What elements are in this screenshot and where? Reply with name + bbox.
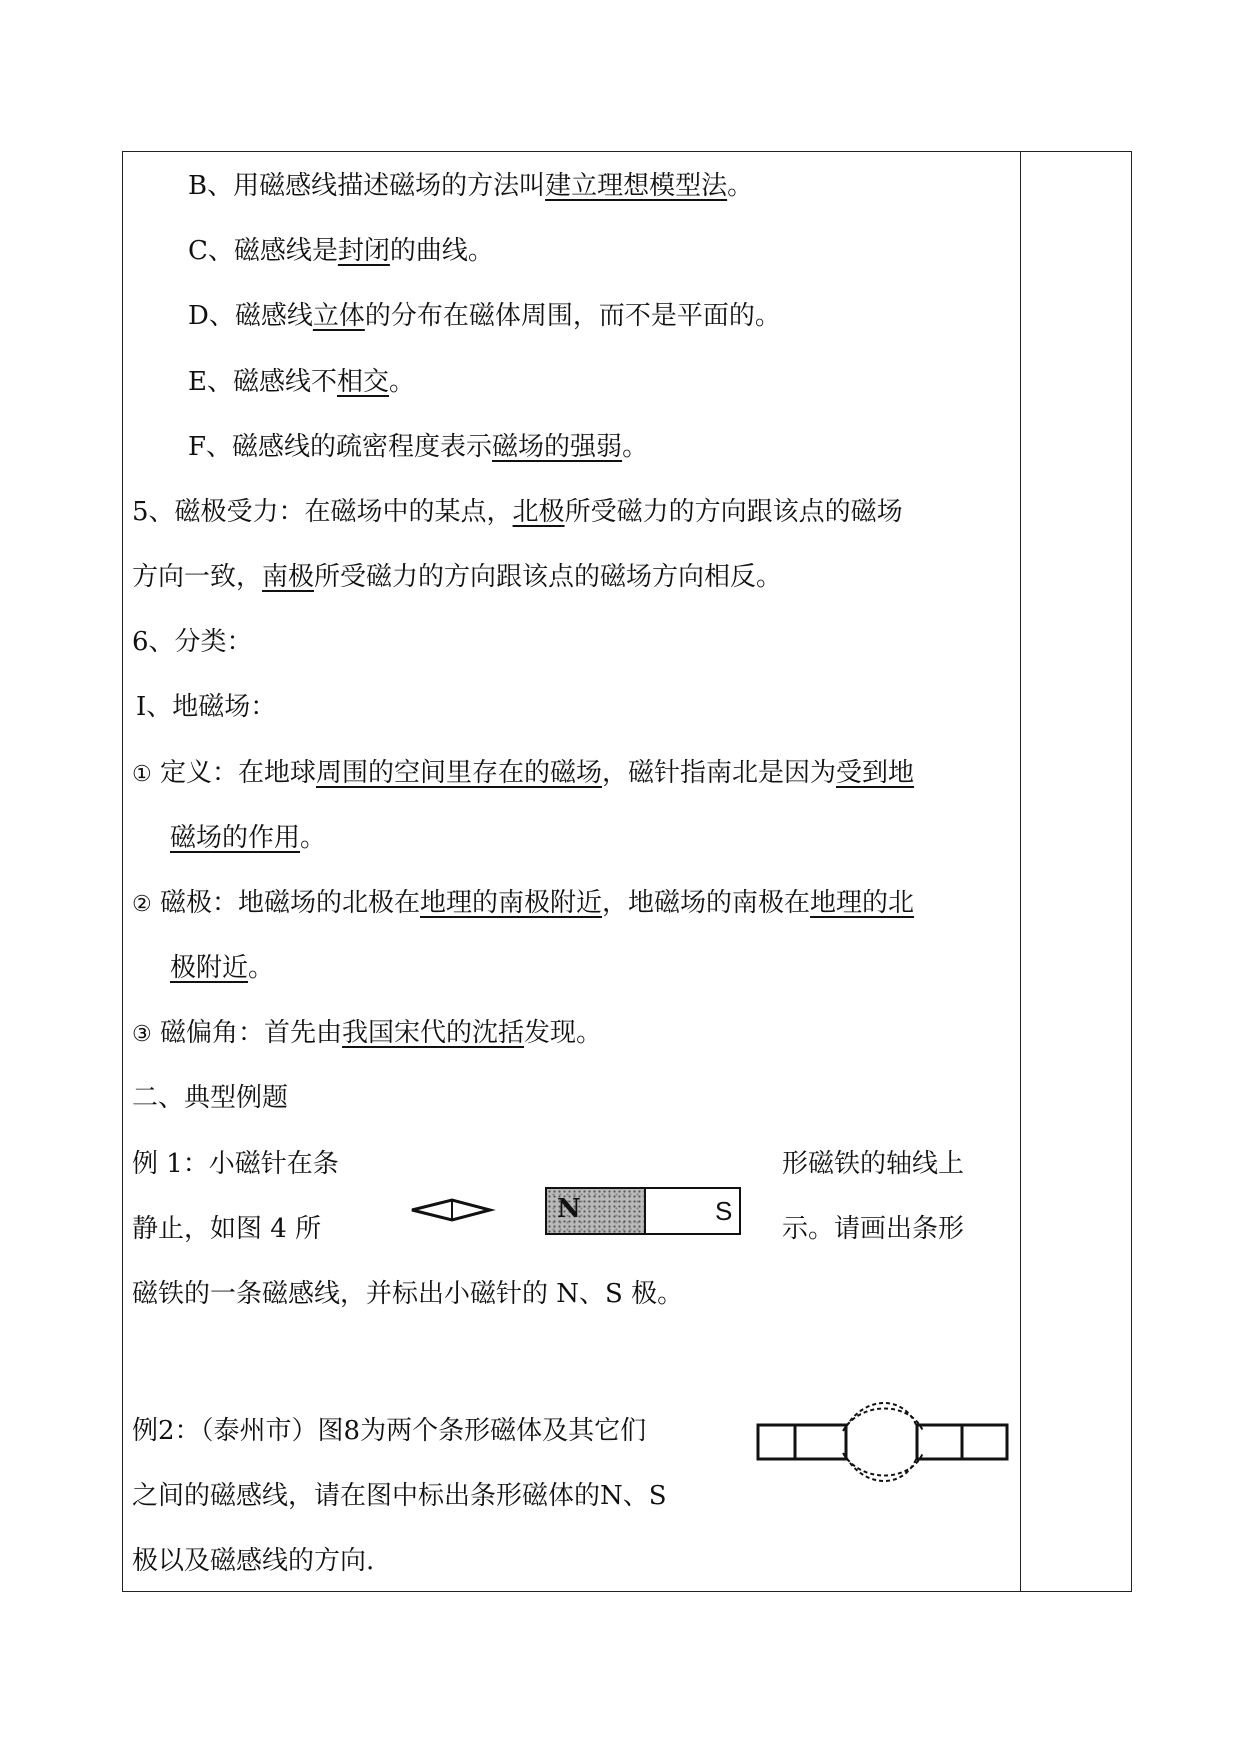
geo-pole-number: ②	[132, 892, 152, 917]
geo-def-prefix: 定义：在地球	[160, 758, 317, 788]
geo-pole-prefix: 磁极：地磁场的北极在	[160, 888, 421, 918]
bar-magnet	[545, 1187, 741, 1235]
point5-prefix: 5、磁极受力：在磁场中的某点，	[132, 497, 513, 527]
geo-decl-answer: 我国宋代的沈括	[342, 1018, 525, 1048]
compass-needle-icon	[410, 1196, 492, 1224]
item-c	[188, 235, 494, 267]
item-e	[188, 366, 415, 398]
point5-north: 北极	[512, 497, 565, 527]
point5-line1	[132, 496, 903, 528]
point5-mid: 所受磁力的方向跟该点的磁场	[564, 497, 903, 527]
geo-title: Ⅰ、地磁场：	[136, 692, 277, 722]
point5-south: 南极	[262, 562, 315, 592]
section2-title: 二、典型例题	[132, 1083, 289, 1113]
point5-line2-suffix: 所受磁力的方向跟该点的磁场方向相反。	[314, 562, 783, 592]
geo-decl-number: ③	[132, 1022, 152, 1047]
geo-decl-line	[132, 1017, 602, 1051]
item-f-suffix: 。	[622, 432, 649, 462]
geo-def-answer1: 周围的空间里存在的磁场	[316, 758, 603, 788]
item-b-suffix: 。	[727, 171, 754, 201]
geo-pole-suffix: 。	[248, 953, 275, 983]
example1-line1-right: 形磁铁的轴线上	[782, 1149, 965, 1179]
item-f	[188, 431, 648, 463]
geo-pole-mid: ，地磁场的南极在	[602, 888, 811, 918]
geo-def-line1	[132, 757, 914, 791]
magnet-n-label: N	[557, 1194, 581, 1224]
item-c-text: C、磁感线是	[188, 236, 338, 266]
item-c-answer: 封闭	[337, 236, 390, 266]
geo-def-answer2b: 磁场的作用	[170, 823, 301, 853]
item-b	[188, 170, 753, 202]
geo-pole-line1	[132, 887, 914, 921]
geo-def-answer2a: 受到地	[836, 758, 915, 788]
item-f-text: F、磁感线的疏密程度表示	[188, 432, 493, 462]
point5-line2	[132, 561, 782, 593]
geo-pole-answer2a: 地理的北	[810, 888, 915, 918]
item-d-text: D、磁感线	[188, 301, 313, 331]
point6-title: 6、分类：	[132, 627, 253, 657]
geo-pole-answer1: 地理的南极附近	[420, 888, 603, 918]
two-magnets-diagram	[755, 1395, 1015, 1495]
item-e-text: E、磁感线不	[188, 367, 337, 397]
geo-def-number: ①	[132, 762, 152, 787]
geo-def-line2	[170, 822, 326, 854]
geo-def-mid: ，磁针指南北是因为	[602, 758, 837, 788]
example1-line1-left: 例 1：小磁针在条	[132, 1149, 339, 1179]
item-e-suffix: 。	[389, 367, 416, 397]
item-b-answer: 建立理想模型法	[545, 171, 728, 201]
item-b-text: B、用磁感线描述磁场的方法叫	[188, 171, 546, 201]
example1-line2-right: 示。请画出条形	[782, 1214, 965, 1244]
geo-def-suffix: 。	[300, 823, 327, 853]
item-f-answer: 磁场的强弱	[492, 432, 623, 462]
item-d-answer: 立体	[312, 301, 365, 331]
magnet-north-half	[547, 1189, 646, 1233]
item-d-suffix: 的分布在磁体周围，而不是平面的。	[364, 301, 781, 331]
magnet-s-label: S	[715, 1196, 733, 1226]
geo-decl-suffix: 发现。	[524, 1018, 603, 1048]
geo-decl-prefix: 磁偏角：首先由	[160, 1018, 343, 1048]
item-d	[188, 300, 781, 332]
point5-line2-prefix: 方向一致，	[132, 562, 263, 592]
geo-pole-line2	[170, 952, 274, 984]
geo-pole-answer2b: 极附近	[170, 953, 249, 983]
column-divider	[1020, 151, 1021, 1592]
example1-line2-left: 静止，如图 4 所	[132, 1214, 322, 1244]
example1-line3: 磁铁的一条磁感线，并标出小磁针的 N、S 极。	[132, 1279, 684, 1309]
item-e-answer: 相交	[336, 367, 389, 397]
example2-line3: 极以及磁感线的方向.	[132, 1546, 375, 1576]
example2-line2: 之间的磁感线，请在图中标出条形磁体的N、S	[132, 1481, 667, 1511]
item-c-suffix: 的曲线。	[389, 236, 494, 266]
example2-line1: 例2：（泰州市）图8为两个条形磁体及其它们	[132, 1416, 647, 1446]
